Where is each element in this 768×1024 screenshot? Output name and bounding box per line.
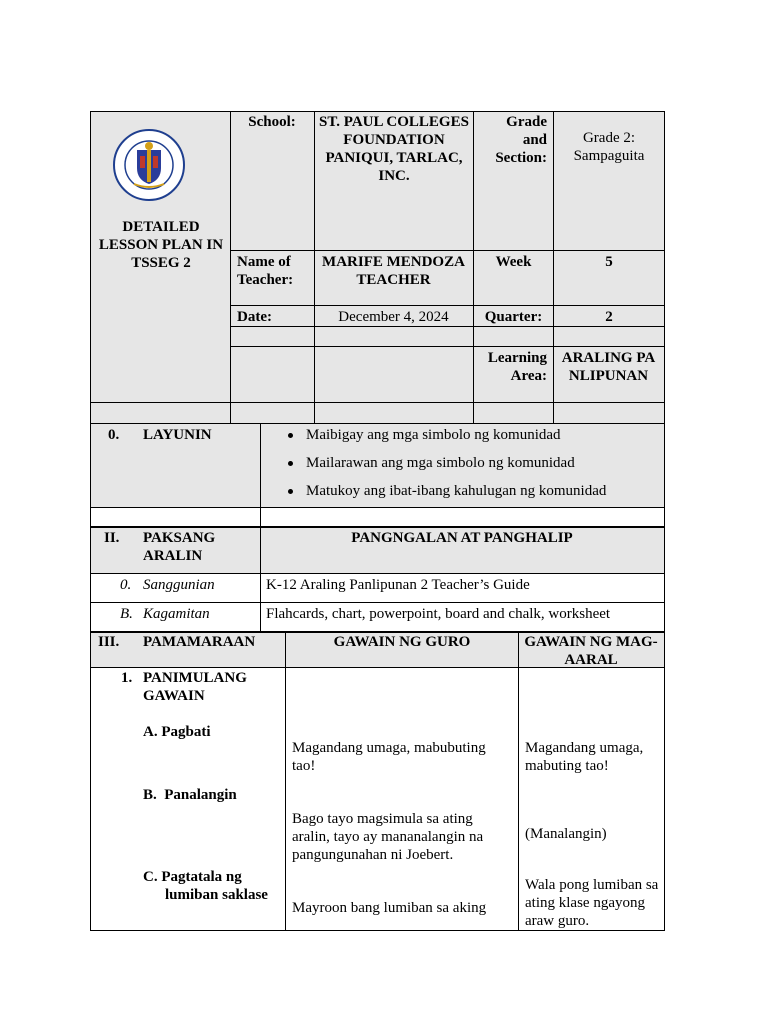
topic-title: PANGNGALAN AT PANGHALIP xyxy=(351,530,573,546)
greeting-teacher: Magandang umaga, mabubuting tao! xyxy=(292,740,486,774)
list-item: Maibigay ang mga simbolo ng komunidad xyxy=(282,426,662,454)
teacher-activity-header: GAWAIN NG GURO xyxy=(333,634,471,650)
grade-section-value: Grade 2: Sampaguita xyxy=(573,130,645,164)
materials-value: Flahcards, chart, powerpoint, board and chalk, worksheet xyxy=(266,606,611,622)
step-title: PANIMULANG GAWAIN xyxy=(143,670,247,704)
reference-label: Sanggunian xyxy=(143,577,215,593)
greeting-student: Magandang umaga, mabuting tao! xyxy=(525,740,644,774)
materials-number: B. xyxy=(120,606,133,622)
grade-section-label: Grade and Section: xyxy=(495,114,547,166)
date-value: December 4, 2024 xyxy=(338,309,449,325)
prayer-student: (Manalangin) xyxy=(525,826,607,842)
date-label: Date: xyxy=(237,309,272,325)
week-label: Week xyxy=(495,254,532,270)
school-value: ST. PAUL COLLEGES FOUNDATION PANIQUI, TARLAC, INC. xyxy=(319,114,469,184)
section-number: II. xyxy=(104,530,120,546)
attendance-label: C. Pagtatala ng lumiban saklase xyxy=(143,869,268,903)
school-label: School: xyxy=(248,114,296,130)
list-item: Matukoy ang ibat-ibang kahulugan ng komunidad xyxy=(282,482,662,510)
attendance-student: Wala pong lumiban sa ating klase ngayong araw guro. xyxy=(525,877,659,929)
teacher-value: MARIFE MENDOZA TEACHER xyxy=(322,254,465,288)
learning-area-label: Learning Area: xyxy=(487,350,547,384)
reference-value: K-12 Araling Panlipunan 2 Teacher’s Guide xyxy=(266,577,530,593)
list-item: Mailarawan ang mga simbolo ng komunidad xyxy=(282,454,662,482)
prayer-label: B. Panalangin xyxy=(143,787,237,803)
student-activity-header: GAWAIN NG MAG-AARAL xyxy=(524,634,658,668)
prayer-teacher: Bago tayo magsimula sa ating aralin, tayo ay mananalangin na pangungunahan ni Joebert. xyxy=(292,811,484,863)
week-value: 5 xyxy=(605,254,613,270)
section-title: PAMAMARAAN xyxy=(143,634,256,650)
teacher-label: Name of Teacher: xyxy=(237,254,294,288)
learning-area-value: ARALING PANLIPUNAN xyxy=(561,350,656,384)
section-number: 0. xyxy=(108,427,120,443)
greeting-label: A. Pagbati xyxy=(143,724,211,740)
reference-number: 0. xyxy=(120,577,132,593)
step-number: 1. xyxy=(121,670,133,686)
lesson-plan-title: DETAILED LESSON PLAN IN TSSEG 2 xyxy=(98,219,224,271)
materials-label: Kagamitan xyxy=(143,606,210,622)
section-title: PAKSANG ARALIN xyxy=(143,530,216,564)
objectives-list xyxy=(282,426,662,510)
deped-seal-logo xyxy=(112,128,186,202)
attendance-teacher: Mayroon bang lumiban sa aking xyxy=(292,900,487,916)
quarter-label: Quarter: xyxy=(484,309,543,325)
section-title: LAYUNIN xyxy=(143,427,212,443)
section-number: III. xyxy=(98,634,120,650)
quarter-value: 2 xyxy=(605,309,613,325)
